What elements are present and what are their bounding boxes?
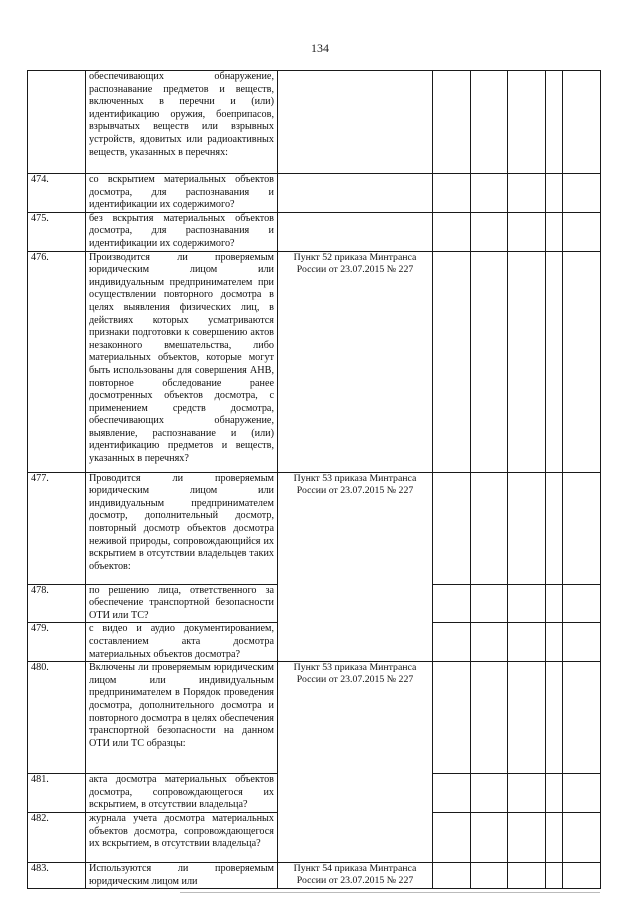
spacer-cell (546, 212, 563, 251)
answer-cell-yes (433, 472, 471, 584)
answer-cell-na (508, 71, 546, 174)
checklist-table (27, 70, 601, 889)
answer-cell-yes (433, 584, 471, 623)
row-question: журнала учета досмотра материальных объектов досмотра, сопровождающегося их вскрытием, в отсутствии владельца? (86, 812, 278, 862)
row-question: Производится ли проверяемым юридическим лицом или индивидуальным предпринимателем при осуществлении повторного досмотра в целях выявления физических лиц, в действиях которых усматриваются признаки подготовки к совершению актов незаконного вмешательства, либо материальных объектов, которые могут быть использованы для совершения АНВ, повторное обследование ранее досмотренных объектов досмотра, с применением средств досмотра, обеспечивающих обнаружение, выявление, распознавание и (или) идентификацию предметов и веществ, указанных в перечнях? (86, 251, 278, 472)
answer-cell-no (471, 251, 508, 472)
answer-cell-no (471, 774, 508, 813)
row-question: с видео и аудио документированием, составлением акта досмотра материальных объектов досмотра? (86, 623, 278, 662)
row-number: 476. (28, 251, 86, 472)
table-row (28, 862, 601, 888)
row-question: со вскрытием материальных объектов досмотра, для распознавания и идентификации их содержимого? (86, 174, 278, 213)
table-row (28, 662, 601, 774)
comment-cell (563, 472, 601, 584)
table-row (28, 251, 601, 472)
row-question: без вскрытия материальных объектов досмотра, для распознавания и идентификации их содержимого? (86, 212, 278, 251)
spacer-cell (546, 584, 563, 623)
reference-cell: Пункт 53 приказа Минтранса России от 23.07.2015 № 227 (278, 472, 433, 662)
row-question: обеспечивающих обнаружение, распознавание предметов и веществ, включенных в перечни и (или) идентификацию оружия, боеприпасов, взрывчатых веществ или взрывных устройств, ядовитых или радиоактивных веществ, указанных в перечнях: (86, 71, 278, 174)
row-number: 475. (28, 212, 86, 251)
answer-cell-yes (433, 812, 471, 862)
row-number: 477. (28, 472, 86, 584)
answer-cell-no (471, 584, 508, 623)
reference-cell (278, 71, 433, 174)
answer-cell-na (508, 472, 546, 584)
row-number: 480. (28, 662, 86, 774)
comment-cell (563, 862, 601, 888)
row-question: Используются ли проверяемым юридическим лицом или (86, 862, 278, 888)
spacer-cell (546, 71, 563, 174)
comment-cell (563, 174, 601, 213)
row-question: по решению лица, ответственного за обеспечение транспортной безопасности ОТИ или ТС? (86, 584, 278, 623)
comment-cell (563, 584, 601, 623)
spacer-cell (546, 812, 563, 862)
comment-cell (563, 662, 601, 774)
answer-cell-na (508, 662, 546, 774)
table-row (28, 472, 601, 584)
page-number: 134 (311, 41, 329, 55)
row-question: Проводится ли проверяемым юридическим лицом или индивидуальным предпринимателем досмотр, дополнительный досмотр, повторный досмотр объектов досмотра неживой природы, сопровождающийся их вскрытием в отсутствии владельцев таких объектов: (86, 472, 278, 584)
comment-cell (563, 623, 601, 662)
row-question: Включены ли проверяемым юридическим лицом или индивидуальным предпринимателем в Порядок проведения досмотра, дополнительного досмотра и повторного досмотра в целях обеспечения транспортной безопасности на данном ОТИ или ТС образцы: (86, 662, 278, 774)
answer-cell-yes (433, 623, 471, 662)
comment-cell (563, 812, 601, 862)
spacer-cell (546, 662, 563, 774)
spacer-cell (546, 623, 563, 662)
answer-cell-no (471, 472, 508, 584)
comment-cell (563, 774, 601, 813)
reference-cell: Пункт 53 приказа Минтранса России от 23.07.2015 № 227 (278, 662, 433, 863)
answer-cell-yes (433, 71, 471, 174)
answer-cell-yes (433, 774, 471, 813)
answer-cell-na (508, 584, 546, 623)
reference-cell: Пункт 54 приказа Минтранса России от 23.07.2015 № 227 (278, 862, 433, 888)
answer-cell-no (471, 862, 508, 888)
answer-cell-no (471, 623, 508, 662)
answer-cell-yes (433, 862, 471, 888)
answer-cell-yes (433, 174, 471, 213)
spacer-cell (546, 472, 563, 584)
answer-cell-no (471, 212, 508, 251)
answer-cell-no (471, 174, 508, 213)
reference-cell: Пункт 52 приказа Минтранса России от 23.07.2015 № 227 (278, 251, 433, 472)
row-question: акта досмотра материальных объектов досмотра, сопровождающегося их вскрытием, в отсутствии владельца? (86, 774, 278, 813)
row-number: 481. (28, 774, 86, 813)
comment-cell (563, 251, 601, 472)
row-number (28, 71, 86, 174)
spacer-cell (546, 251, 563, 472)
row-number: 479. (28, 623, 86, 662)
row-number: 474. (28, 174, 86, 213)
spacer-cell (546, 174, 563, 213)
answer-cell-no (471, 71, 508, 174)
answer-cell-no (471, 812, 508, 862)
table-row (28, 174, 601, 213)
reference-cell (278, 212, 433, 251)
row-number: 483. (28, 862, 86, 888)
answer-cell-na (508, 812, 546, 862)
answer-cell-yes (433, 662, 471, 774)
reference-cell (278, 174, 433, 213)
answer-cell-na (508, 174, 546, 213)
comment-cell (563, 71, 601, 174)
spacer-cell (546, 862, 563, 888)
row-number: 482. (28, 812, 86, 862)
answer-cell-yes (433, 251, 471, 472)
spacer-cell (546, 774, 563, 813)
answer-cell-na (508, 774, 546, 813)
table-row (28, 212, 601, 251)
table-row (28, 71, 601, 174)
scan-edge-line (180, 892, 600, 893)
answer-cell-no (471, 662, 508, 774)
answer-cell-na (508, 623, 546, 662)
answer-cell-na (508, 251, 546, 472)
answer-cell-yes (433, 212, 471, 251)
comment-cell (563, 212, 601, 251)
answer-cell-na (508, 862, 546, 888)
answer-cell-na (508, 212, 546, 251)
row-number: 478. (28, 584, 86, 623)
